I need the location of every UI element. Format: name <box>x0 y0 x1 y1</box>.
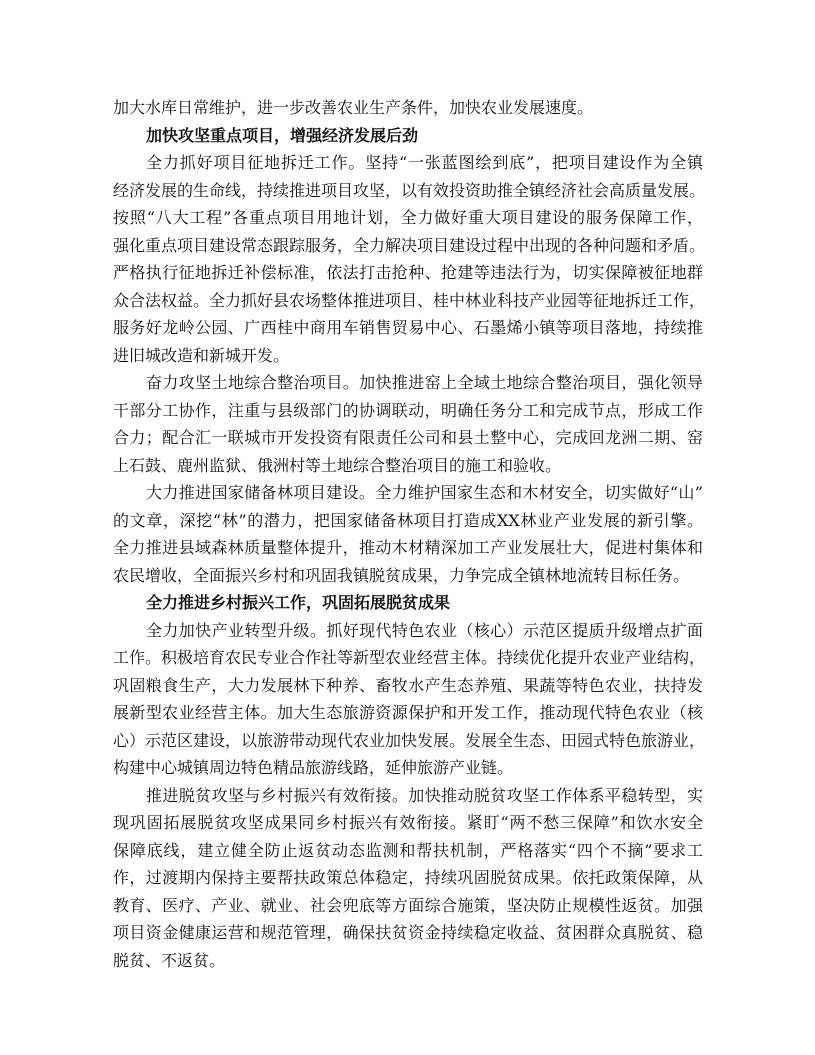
paragraph-line: 经济发展的生命线，持续推进项目攻坚，以有效投资助推全镇经济社会高质量发展。 <box>113 180 706 200</box>
paragraph-land-acquisition <box>113 149 706 369</box>
paragraph-land-consolidation <box>113 369 703 479</box>
paragraph-line: 全力抓好项目征地拆迁工作。坚持“一张蓝图绘到底”，把项目建设作为全镇 <box>146 153 703 172</box>
paragraph-line: 作，过渡期内保持主要帮扶政策总体稳定，持续巩固脱贫成果。依托政策保障，从 <box>113 868 703 887</box>
paragraph-line: 的文章，深挖“林”的潜力，把国家储备林项目打造成XX林业产业发展的新引擎。 <box>113 510 703 530</box>
paragraph-line: 心）示范区建设，以旅游带动现代农业加快发展。发展全生态、田园式特色旅游业， <box>113 730 706 750</box>
paragraph-line: 展新型农业经营主体。加大生态旅游资源保护和开发工作，推动现代特色农业（核 <box>113 703 703 722</box>
paragraph-line: 众合法权益。全力抓好县农场整体推进项目、桂中林业科技产业园等征地拆迁工作， <box>113 290 706 310</box>
paragraph-line: 推进脱贫攻坚与乡村振兴有效衔接。加快推动脱贫攻坚工作体系平稳转型，实 <box>146 785 703 805</box>
paragraph-line: 保障底线，建立健全防止返贫动态监测和帮扶机制，严格落实“四个不摘”要求工 <box>113 840 703 860</box>
paragraph-line: 进旧城改造和新城开发。 <box>113 345 290 365</box>
paragraph-line: 巩固粮食生产，大力发展林下种养、畜牧水产生态养殖、果蔬等特色农业，扶持发 <box>113 675 703 695</box>
paragraph-line: 构建中心城镇周边特色精品旅游线路，延伸旅游产业链。 <box>113 758 514 777</box>
paragraph-line: 工作。积极培育农民专业合作社等新型农业经营主体。持续优化提升农业产业结构， <box>113 648 706 667</box>
paragraph-line: 项目资金健康运营和规范管理，确保扶贫资金持续稳定收益、贫困群众真脱贫、稳 <box>113 923 703 942</box>
paragraph-industry-upgrade <box>113 617 706 782</box>
paragraph-line: 全力推进县域森林质量整体提升，推动木材精深加工产业发展壮大，促进村集体和 <box>113 538 703 557</box>
paragraph-line: 奋力攻坚土地综合整治项目。加快推进窑上全域土地综合整治项目，强化领导 <box>146 373 703 392</box>
paragraph-line: 严格执行征地拆迁补偿标准，依法打击抢种、抢建等违法行为，切实保障被征地群 <box>113 263 703 282</box>
paragraph-line: 干部分工协作，注重与县级部门的协调联动，明确任务分工和完成节点，形成工作 <box>113 400 703 420</box>
paragraph-line: 合力；配合汇一联城市开发投资有限责任公司和县土整中心，完成回龙洲二期、窑 <box>113 428 703 447</box>
paragraph-poverty-linkage <box>113 782 703 975</box>
paragraph-line: 现巩固拓展脱贫攻坚成果同乡村振兴有效衔接。紧盯“两不愁三保障”和饮水安全 <box>113 813 703 832</box>
section-heading-key-projects: 加快攻坚重点项目，增强经济发展后劲 <box>146 125 419 145</box>
paragraph-line: 服务好龙岭公园、广西桂中商用车销售贸易中心、石墨烯小镇等项目落地，持续推 <box>113 318 703 337</box>
paragraph-forest-reserve <box>113 479 703 589</box>
paragraph-line: 教育、医疗、产业、就业、社会兜底等方面综合施策，坚决防止规模性返贫。加强 <box>113 895 703 915</box>
paragraph-line: 全力加快产业转型升级。抓好现代特色农业（核心）示范区提质升级增点扩面 <box>146 620 703 640</box>
paragraph-line: 上石鼓、鹿州监狱、俄洲村等土地综合整治项目的施工和验收。 <box>113 455 562 475</box>
paragraph-line: 大力推进国家储备林项目建设。全力维护国家生态和木材安全，切实做好“山” <box>146 483 703 502</box>
paragraph-line: 加大水库日常维护，进一步改善农业生产条件，加快农业发展速度。 <box>113 98 594 117</box>
opening-paragraph <box>113 94 703 122</box>
section-heading-rural-revitalization: 全力推进乡村振兴工作，巩固拓展脱贫成果 <box>146 593 451 612</box>
paragraph-line: 农民增收，全面振兴乡村和巩固我镇脱贫成果，力争完成全镇林地流转目标任务。 <box>113 565 690 585</box>
paragraph-line: 脱贫、不返贫。 <box>113 950 226 970</box>
paragraph-line: 按照“八大工程”各重点项目用地计划，全力做好重大项目建设的服务保障工作， <box>113 208 703 227</box>
paragraph-line: 强化重点项目建设常态跟踪服务，全力解决项目建设过程中出现的各种问题和矛盾。 <box>113 235 706 255</box>
document-body <box>113 94 706 974</box>
